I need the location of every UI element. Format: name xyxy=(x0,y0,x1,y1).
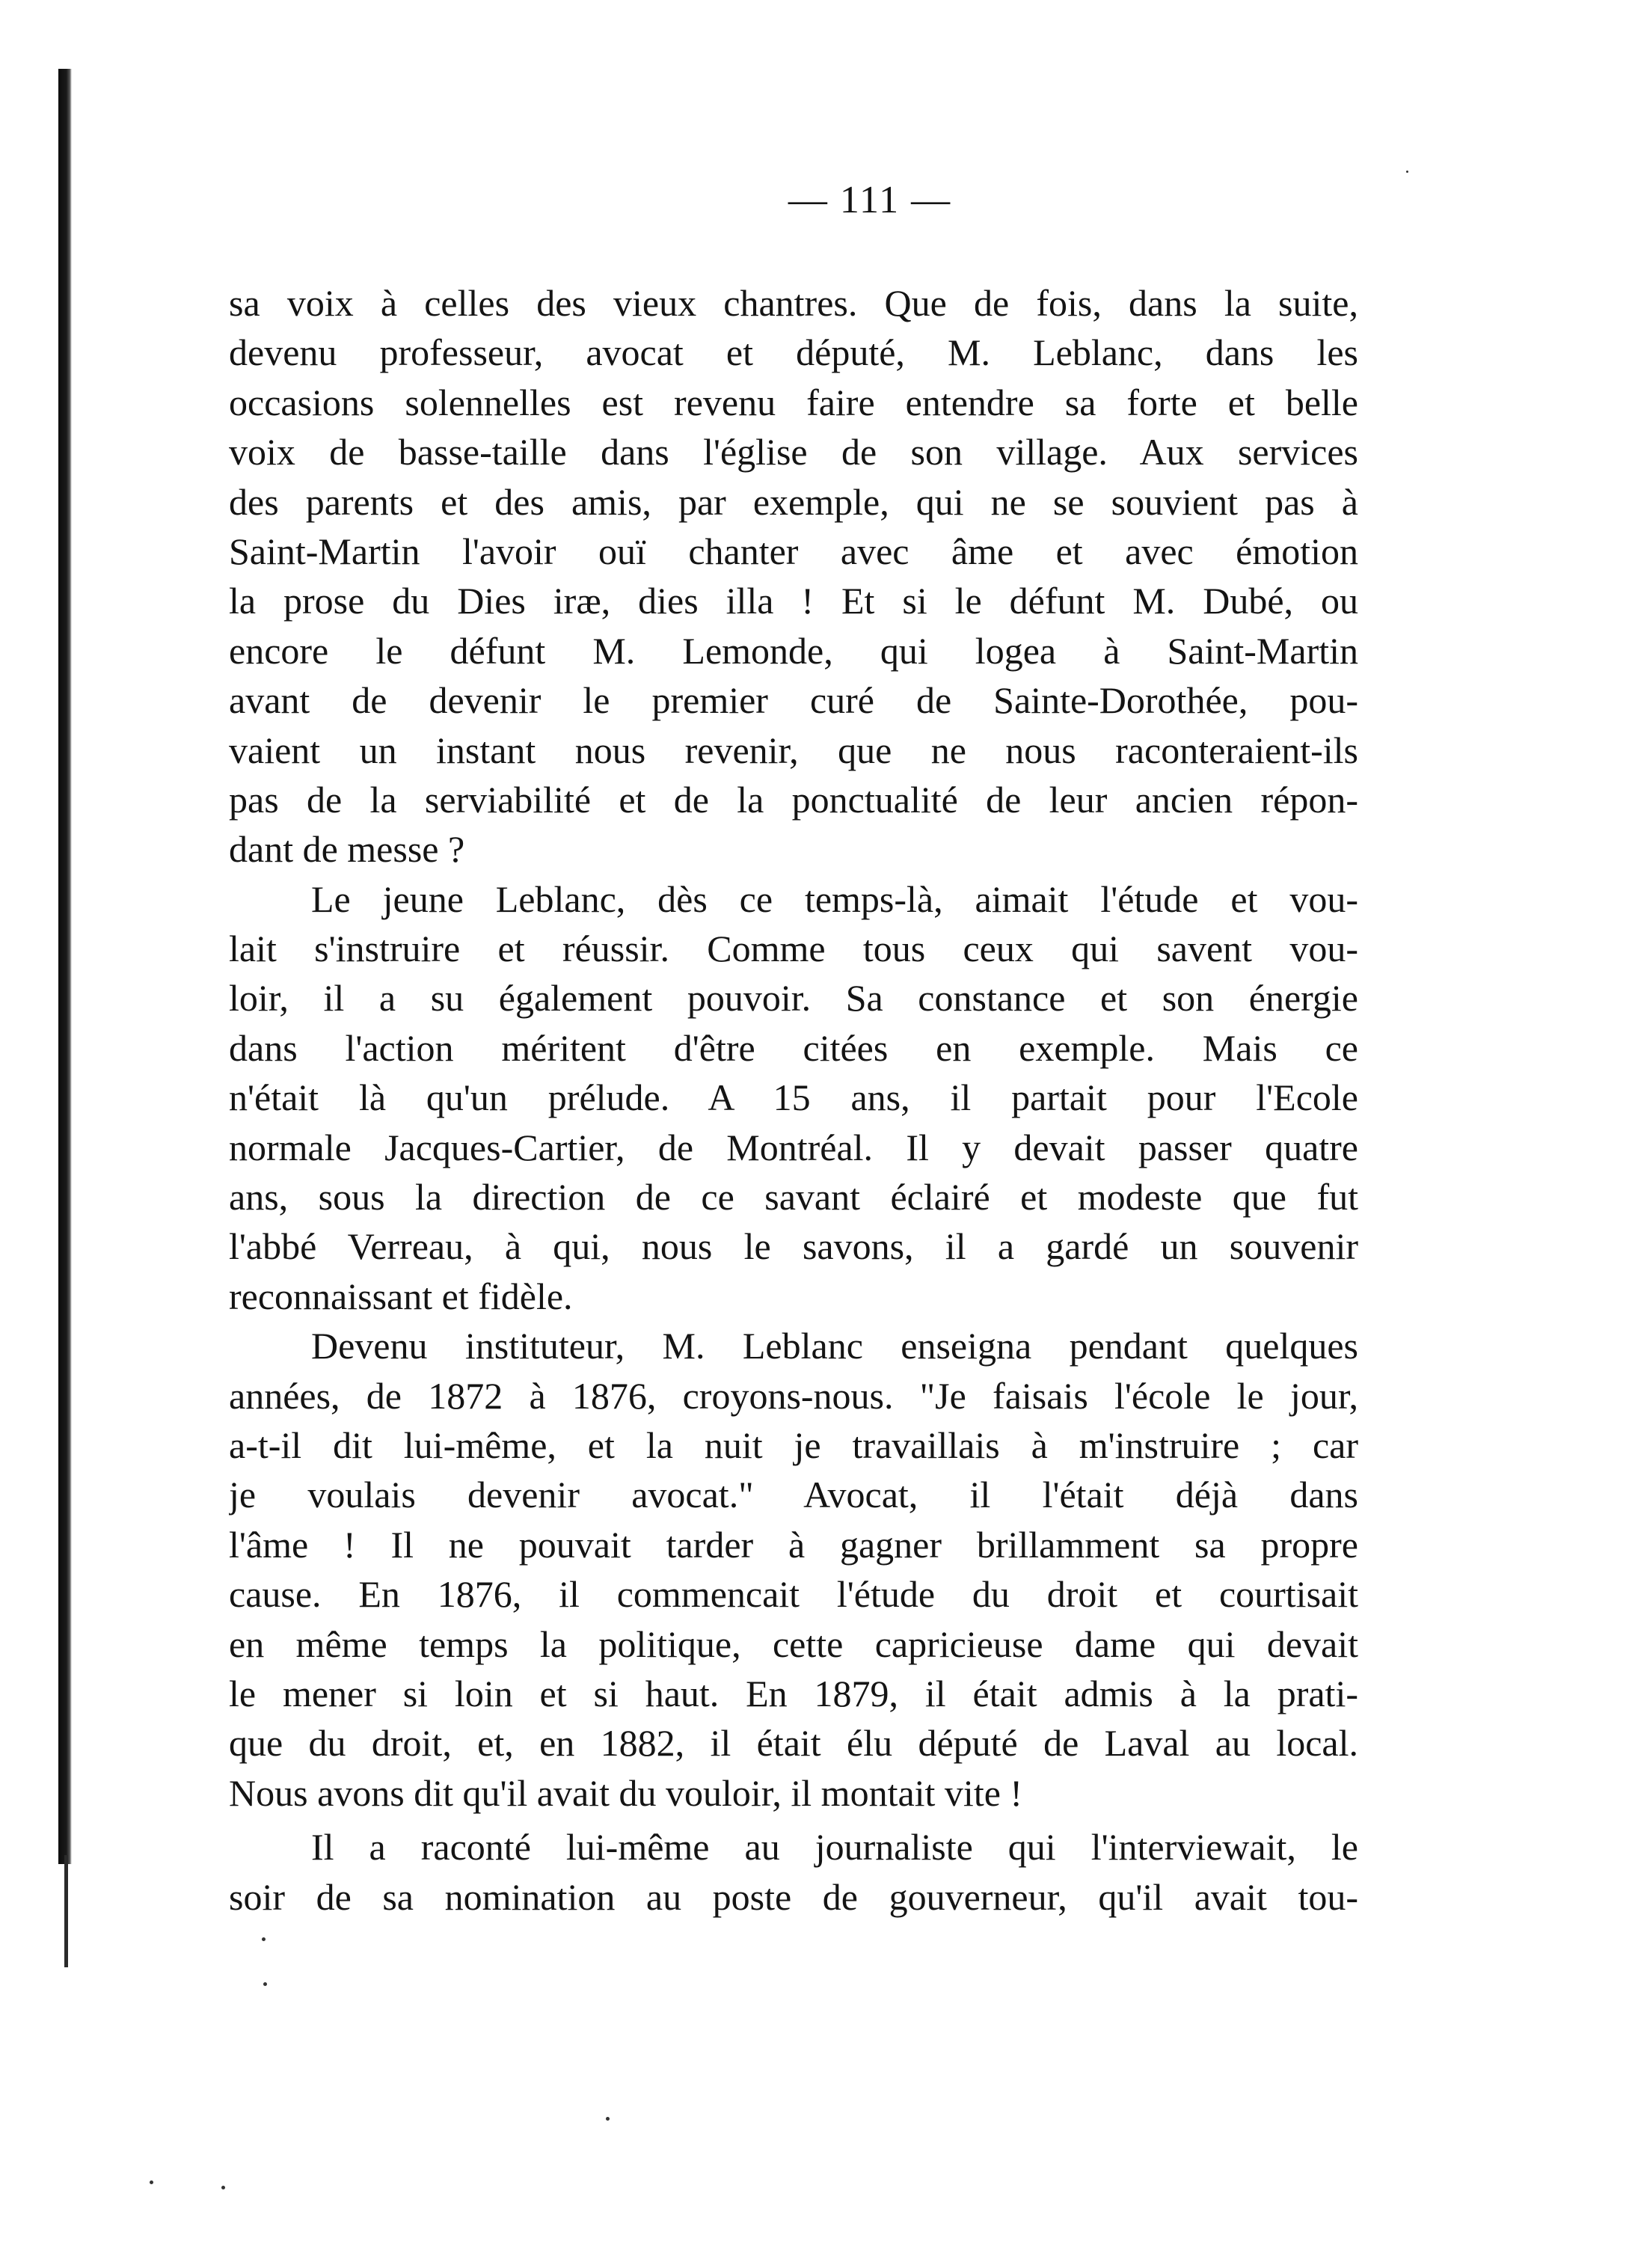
text-line: pas de la serviabilité et de la ponctualité de leur ancien répon- xyxy=(229,778,1358,821)
scan-speck xyxy=(150,2180,153,2184)
text-line: dant de messe ? xyxy=(229,828,465,871)
text-line: voix de basse-taille dans l'église de son village. Aux services xyxy=(229,431,1358,473)
text-line: cause. En 1876, il commencait l'étude du droit et courtisait xyxy=(229,1573,1358,1616)
paragraph-1 xyxy=(229,278,1358,874)
text-line: sa voix à celles des vieux chantres. Que de fois, dans la suite, xyxy=(229,282,1358,324)
scan-speck xyxy=(221,2186,225,2189)
text-line: devenu professeur, avocat et député, M. Leblanc, dans les xyxy=(229,331,1358,374)
text-line: dans l'action méritent d'être citées en exemple. Mais ce xyxy=(229,1026,1358,1069)
text-line: Saint-Martin l'avoir ouï chanter avec âme et avec émotion xyxy=(229,530,1358,572)
text-line: en même temps la politique, cette capricieuse dame qui devait xyxy=(229,1622,1358,1665)
text-line: encore le défunt M. Lemonde, qui logea à Saint-Martin xyxy=(229,629,1358,672)
text-line: avant de devenir le premier curé de Sainte-Dorothée, pou- xyxy=(229,679,1358,722)
text-line: la prose du Dies iræ, dies illa ! Et si le défunt M. Dubé, ou xyxy=(229,580,1358,622)
text-line: l'âme ! Il ne pouvait tarder à gagner brillamment sa propre xyxy=(229,1523,1358,1566)
text-line: soir de sa nomination au poste de gouverneur, qu'il avait tou- xyxy=(229,1875,1358,1918)
text-line: reconnaissant et fidèle. xyxy=(229,1275,573,1317)
scan-speck xyxy=(606,2117,610,2121)
text-line: l'abbé Verreau, à qui, nous le savons, il a gardé un souvenir xyxy=(229,1225,1358,1268)
text-line: années, de 1872 à 1876, croyons-nous. "Je faisais l'école le jour, xyxy=(229,1374,1358,1417)
text-line: Devenu instituteur, M. Leblanc enseigna pendant quelques xyxy=(311,1325,1358,1367)
paragraph-3 xyxy=(229,1321,1358,1818)
text-line: lait s'instruire et réussir. Comme tous ceux qui savent vou- xyxy=(229,928,1358,970)
text-line: que du droit, et, en 1882, il était élu député de Laval au local. xyxy=(229,1722,1358,1765)
text-line: le mener si loin et si haut. En 1879, il était admis à la prati- xyxy=(229,1672,1358,1714)
paragraph-4 xyxy=(229,1822,1358,1922)
text-line: ans, sous la direction de ce savant éclairé et modeste que fut xyxy=(229,1176,1358,1219)
text-line: Nous avons dit qu'il avait du vouloir, il montait vite ! xyxy=(229,1771,1023,1814)
text-line: vaient un instant nous revenir, que ne nous raconteraient-ils xyxy=(229,729,1358,771)
text-line: Il a raconté lui-même au journaliste qui l'interviewait, le xyxy=(311,1826,1358,1869)
binding-edge xyxy=(58,69,72,1864)
text-line: normale Jacques-Cartier, de Montréal. Il y devait passer quatre xyxy=(229,1126,1358,1168)
text-line: loir, il a su également pouvoir. Sa constance et son énergie xyxy=(229,977,1358,1020)
scan-speck xyxy=(263,1982,267,1986)
page-number: — 111 — xyxy=(788,179,952,221)
scan-speck xyxy=(262,1937,266,1941)
body-text xyxy=(229,278,1358,1922)
text-line: je voulais devenir avocat." Avocat, il l'était déjà dans xyxy=(229,1474,1358,1516)
text-line: Le jeune Leblanc, dès ce temps-là, aimait l'étude et vou- xyxy=(311,877,1358,920)
text-line: des parents et des amis, par exemple, qui ne se souvient pas à xyxy=(229,480,1358,523)
text-line: n'était là qu'un prélude. A 15 ans, il partait pour l'Ecole xyxy=(229,1076,1358,1119)
paragraph-2 xyxy=(229,874,1358,1322)
text-line: occasions solennelles est revenu faire entendre sa forte et belle xyxy=(229,381,1358,423)
scan-speck xyxy=(1406,171,1408,173)
binding-edge-tail xyxy=(64,1855,68,1967)
text-line: a-t-il dit lui-même, et la nuit je travaillais à m'instruire ; car xyxy=(229,1423,1358,1466)
